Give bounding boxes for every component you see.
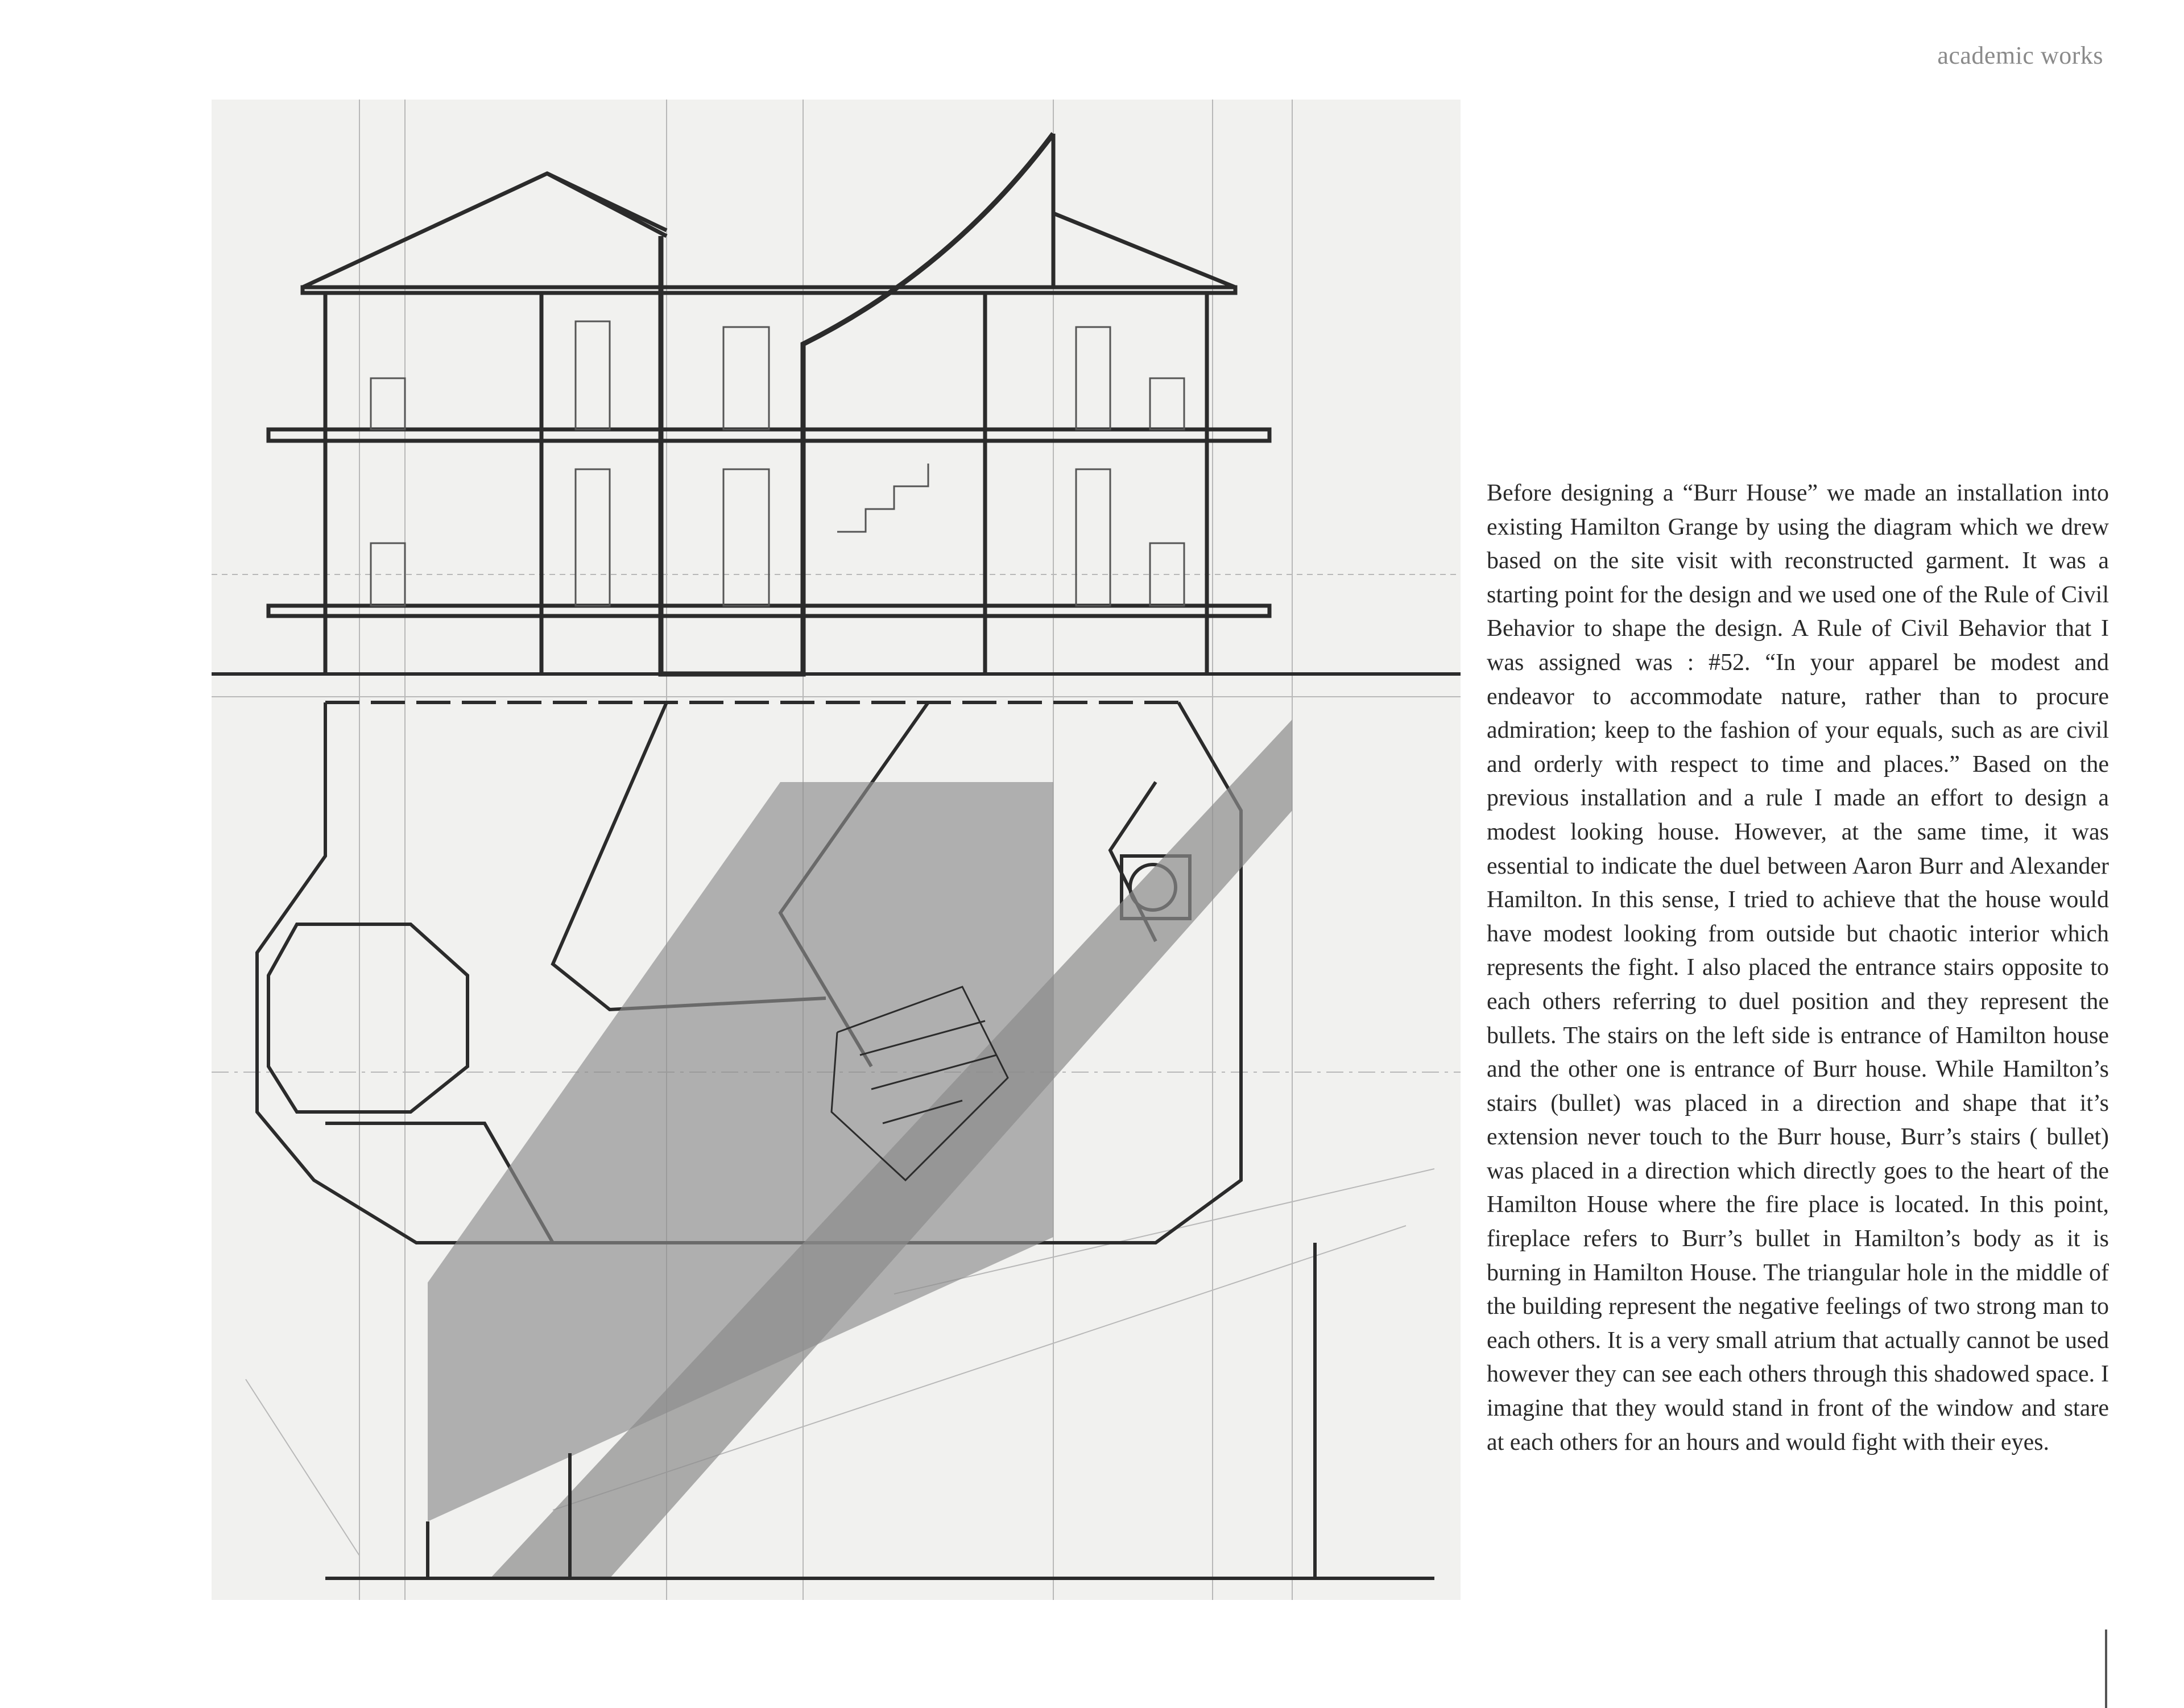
- description-text: Before designing a “Burr House” we made an installation into existing Hamilton Grange by using the diagram which we drew based on the site visit with reconstructed garment. It was a starting point for the design and we used one of the Rule of Civil Behavior to shape the design. A Rule of Civil Behavior that I was assigned was : #52. “In your apparel be modest and endeavor to accommodate nature, rather than to procure admiration; keep to the fashion of your equals, such as are civil and orderly with respect to time and places.” Based on the previous installation and a rule I made an effort to design a modest looking house. However, at the same time, it was essential to indicate the duel between Aaron Burr and Alexander Hamilton. In this sense, I tried to achieve that the house would have modest looking from outside but chaotic interior which represents the fight. I also placed the entrance stairs opposite to each others referring to duel position and they represent the bullets. The stairs on the left side is entrance of Hamilton house and the other one is entrance of Burr house. While Hamilton’s stairs (bullet) was placed in a direction and shape that it’s extension never touch to the Burr house, Burr’s stairs ( bullet) was placed in a direction which directly goes to the heart of the Hamilton House where the fire place is located. In this point, fireplace refers to Burr’s bullet in Hamilton’s body as it is burning in Hamilton House. The triangular hole in the middle of the building represent the negative feelings of two strong man to each others. It is a very small atrium that actually cannot be used however they can see each others through this shadowed space. I imagine that they would stand in front of the window and stare at each others for an hours and would fight with their eyes.: [1487, 480, 2109, 1455]
- architectural-drawing: [212, 100, 1461, 1600]
- page-header: academic works: [1937, 42, 2103, 69]
- margin-rule: [2105, 1630, 2107, 1708]
- drawing-canvas: [212, 100, 1461, 1600]
